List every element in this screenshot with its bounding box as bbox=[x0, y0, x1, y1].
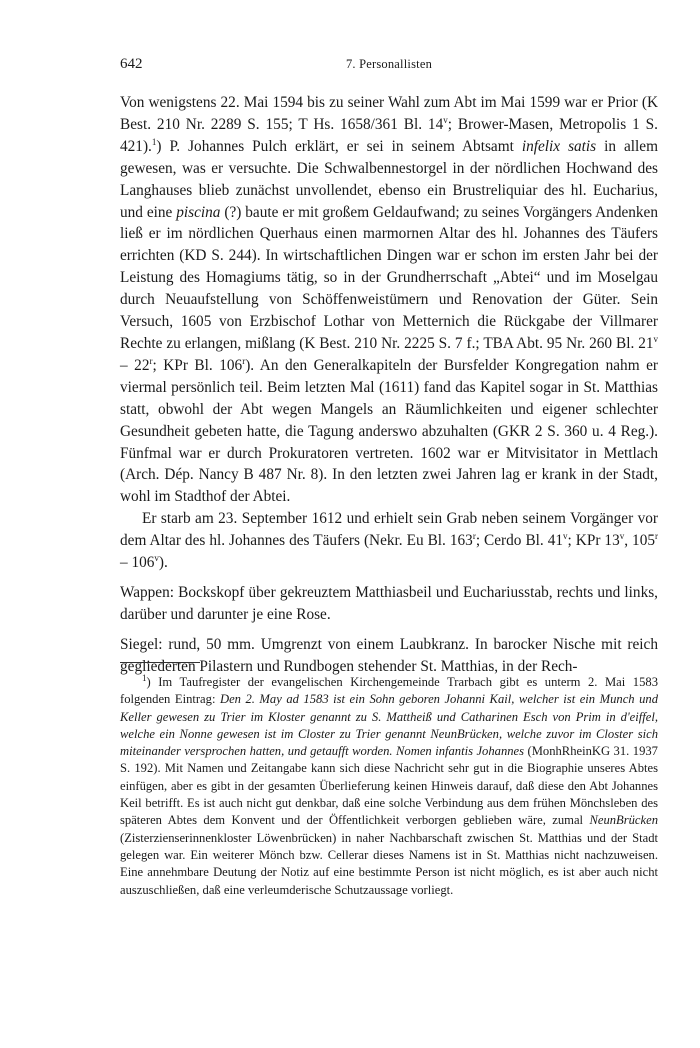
paragraph-death: Er starb am 23. September 1612 und erhielt sein Grab neben seinem Vorgänger vor dem Altar des hl. Johannes des Täufers (Nekr. Eu Bl. 163$^r$; Cerdo Bl. 41$^v$; KPr 13$^v$, 105$^r$ – 106$^v$). bbox=[120, 510, 659, 572]
footnote-divider bbox=[120, 662, 200, 663]
chapter-title: 7. Personallisten bbox=[345, 57, 433, 71]
book-page bbox=[120, 0, 658, 1048]
main-text bbox=[120, 92, 658, 678]
page-number: 642 bbox=[120, 56, 143, 72]
running-head bbox=[120, 56, 658, 76]
paragraph-wappen: Wappen: Bockskopf über gekreuztem Matthiasbeil und Euchariusstab, rechts und links, darüber und darunter je eine Rose. bbox=[120, 583, 658, 623]
footnote-reference: 1 bbox=[151, 136, 157, 147]
footnote: $^1$) Im Taufregister der evangelischen Kirchengemeinde Trarbach gibt es unterm 2. Mai 1583 folgenden Eintrag: Den 2. May ad 1583 ist ein Sohn geboren Johanni Kail, welcher ist ein Munch und Keller gewesen zu Trier im Kloster genannt zu S. Mattheiß und Catharinen Esch von Prim in d'eiffel, welche ein Nonne gewesen ist im Closter zu Trier genannt NeunBrücken, welche zuvor im Closter sich miteinander versprochen hatten, und getaufft worden. Nomen infantis Johannes (MonhRheinKG 31. 1937 S. 192). Mit Namen und Zeitangabe kann sich diese Nachricht sehr gut in die Biographie unseres Abtes einfügen, aber es gibt in der gesamten Überlieferung keinen Hinweis darauf, daß diese den Abt Johannes Keil betrifft. Es ist auch nicht gut denkbar, daß eine solche Verbindung aus dem frühen Mönchsleben des späteren Abtes dem Konvent und der Öffentlichkeit verborgen geblieben wäre, zumal NeunBrücken (Zisterzienserinnenkloster Löwenbrücken) in naher Nachbarschaft zwischen St. Matthias und der Stadt gelegen war. Ein weiterer Mönch bzw. Cellerar dieses Namens ist in St. Matthias nicht nachzuweisen. Eine annehmbare Deutung der Notiz auf eine bestimmte Person ist nicht möglich, es ist aber auch nicht auszuschließen, daß eine verleumderische Schutzaussage vorliegt. bbox=[120, 672, 658, 897]
footnote-marker: 1 bbox=[142, 672, 147, 683]
paragraph-siegel: Siegel: rund, 50 mm. Umgrenzt von einem Laubkranz. In barocker Nische mit reich gegliederten Pilastern und Rundbogen stehender St. Matthias, in der Rech- bbox=[120, 635, 658, 675]
paragraph-prior-career: Von wenigstens 22. Mai 1594 bis zu seiner Wahl zum Abt im Mai 1599 war er Prior (K Best. 210 Nr. 2289 S. 155; T Hs. 1658/361 Bl. 14$^v$; Brower-Masen, Metropolis 1 S. 421).$^1$) P. Johannes Pulch erklärt, er sei in seinem Abtsamt infelix satis in allem gewesen, was er versuchte. Die Schwalbennestorgel in der nördlichen Hochwand des Langhauses blieb zunächst unvollendet, ebenso ein Brustreliquiar des hl. Eucharius, und eine piscina (?) baute er mit großem Geldaufwand; zu seines Vorgängers Andenken ließ er im nördlichen Querhaus einen marmornen Altar des hl. Johannes des Täufers errichten (KD S. 244). In wirtschaftlichen Dingen war er schon im ersten Jahr bei der Leistung des Homagiums tätig, so in der Grundherrschaft „Abtei“ und im Moselgau durch Neuaufstellung von Schöffenweistümern und Renovation der Güter. Sein Versuch, 1605 von Erzbischof Lothar von Metternich die Rückgabe der Villmarer Rechte zu erlangen, mißlang (K Best. 210 Nr. 2225 S. 7 f.; TBA Abt. 95 Nr. 260 Bl. 21$^v$ – 22$^r$; KPr Bl. 106$^r$). An den Generalkapiteln der Bursfelder Kongregation nahm er viermal persönlich teil. Beim letzten Mal (1611) fand das Kapitel sogar in St. Matthias statt, obwohl der Abt wegen Mangels an Räumlichkeiten und eigener schlechter Gesundheit gebeten hatte, die Tagung anderswo abzuhalten (GKR 2 S. 360 u. 4 Reg.). Fünfmal war er durch Prokuratoren vertreten. 1602 war er Mitvisitator in Mettlach (Arch. Dép. Nancy B 487 Nr. 8). In den letzten zwei Jahren lag er krank in der Stadt, wohl im Stadthof der Abtei. bbox=[120, 94, 658, 506]
